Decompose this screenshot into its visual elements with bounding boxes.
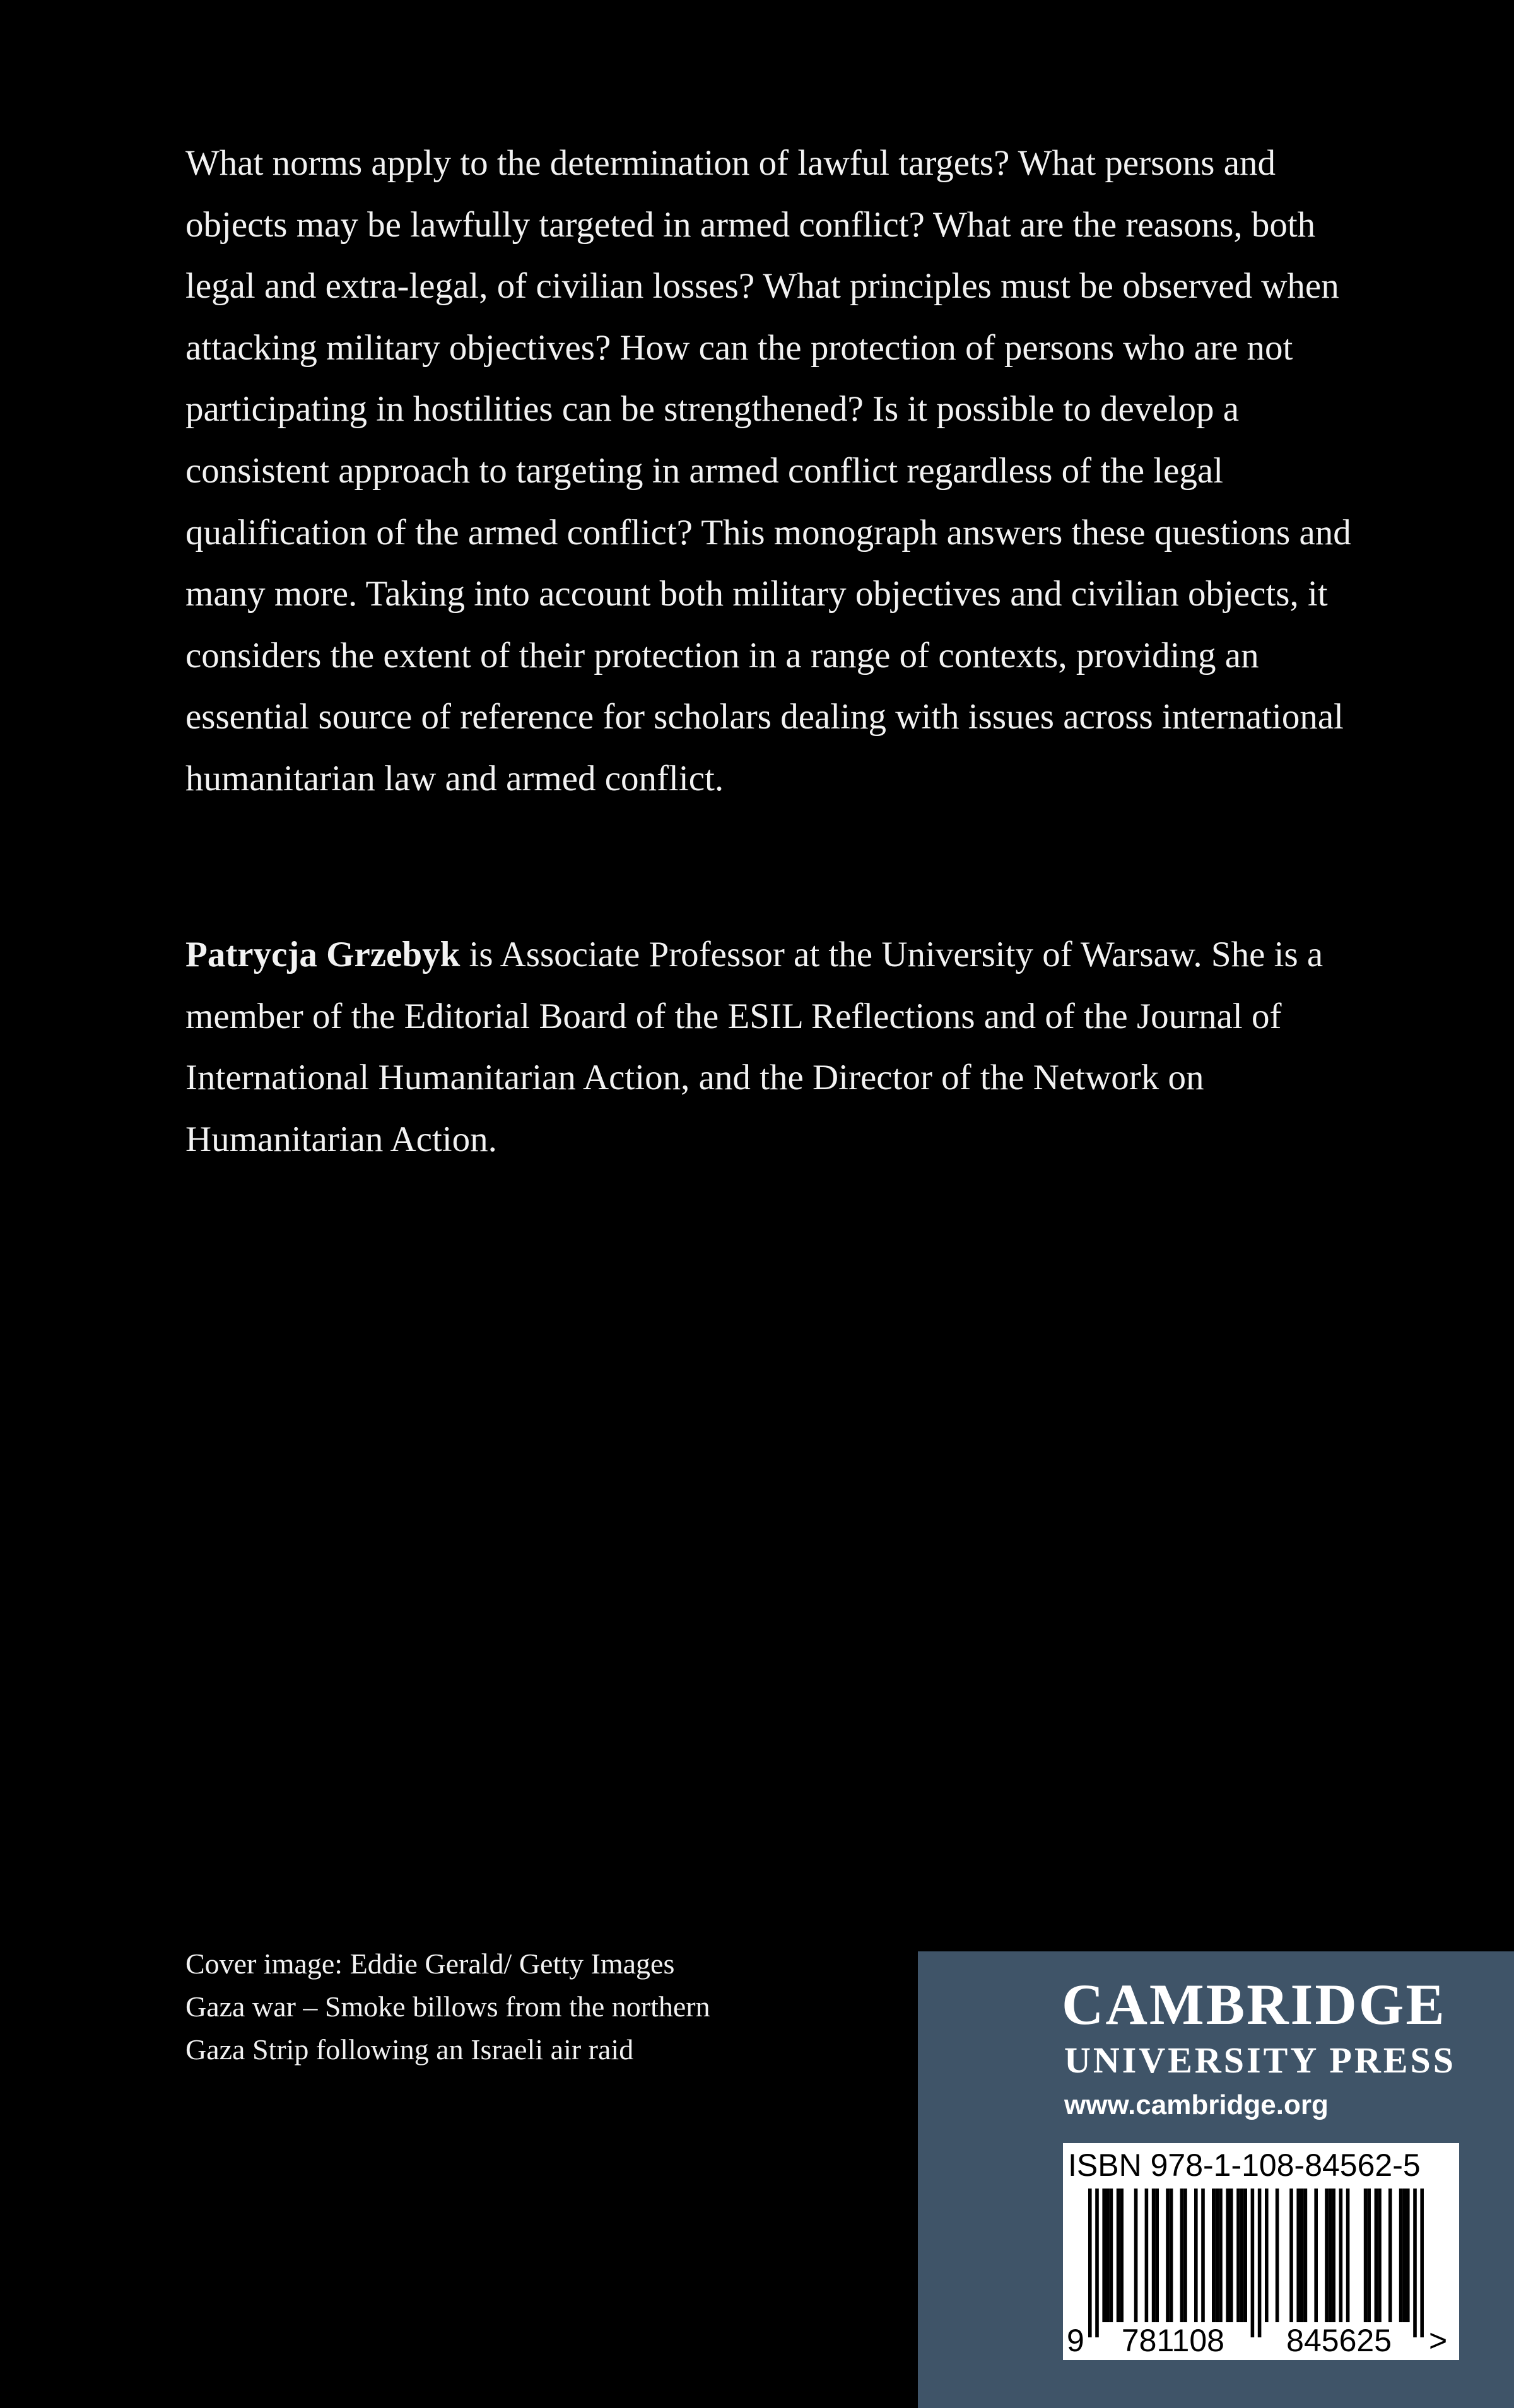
barcode-bar-22 bbox=[1236, 2189, 1240, 2322]
barcode-bar-19 bbox=[1219, 2189, 1223, 2322]
barcode-bar-36 bbox=[1332, 2189, 1335, 2322]
barcode-bar-12 bbox=[1170, 2189, 1173, 2322]
barcode-image bbox=[1063, 2143, 1459, 2360]
barcode-bar-7 bbox=[1134, 2189, 1138, 2322]
barcode-bar-29 bbox=[1289, 2189, 1293, 2322]
barcode-bar-48 bbox=[1420, 2189, 1424, 2337]
barcode-bar-27 bbox=[1265, 2189, 1269, 2322]
barcode-bar-1 bbox=[1095, 2189, 1099, 2337]
barcode-bar-37 bbox=[1339, 2189, 1343, 2322]
credit-line-1: Cover image: Eddie Gerald/ Getty Images bbox=[185, 1948, 675, 1980]
barcode-bar-43 bbox=[1388, 2189, 1392, 2322]
barcode-bar-47 bbox=[1413, 2189, 1417, 2337]
isbn-text: ISBN 978-1-108-84562-5 bbox=[1068, 2148, 1421, 2183]
barcode-bar-40 bbox=[1367, 2189, 1371, 2322]
barcode-bar-9 bbox=[1152, 2189, 1156, 2322]
barcode-bar-33 bbox=[1314, 2189, 1318, 2322]
barcode-bar-39 bbox=[1364, 2189, 1368, 2322]
barcode-bar-25 bbox=[1251, 2189, 1255, 2337]
book-description: What norms apply to the determination of lawful targets? What persons and objects may be lawfully targeted in armed conflict? What are the reasons, both legal and extra-legal, of civilian losses? What principles must be observed when attacking military objectives? How can the protection of persons who are not participating in hostilities can be strengthened? Is it possible to develop a consistent approach to targeting in armed conflict regardless of the legal qualification of the armed conflict? This monograph answers these questions and many more. Taking into account both military objectives and civilian objects, it considers the extent of their protection in a range of contexts, providing an essential source of reference for scholars dealing with issues across international humanitarian law and armed conflict. bbox=[185, 143, 1351, 798]
barcode-bar-28 bbox=[1276, 2189, 1279, 2322]
barcode-bar-24 bbox=[1243, 2189, 1247, 2322]
barcode-bar-41 bbox=[1375, 2189, 1378, 2322]
barcode-bar-8 bbox=[1145, 2189, 1149, 2322]
barcode-bar-44 bbox=[1399, 2189, 1403, 2322]
barcode-bar-20 bbox=[1226, 2189, 1229, 2322]
barcode-bar-42 bbox=[1378, 2189, 1382, 2322]
barcode-bar-13 bbox=[1180, 2189, 1184, 2322]
barcode-bar-35 bbox=[1329, 2189, 1332, 2322]
barcode-left-digits: 781108 bbox=[1121, 2323, 1224, 2358]
publisher-panel bbox=[918, 1951, 1514, 2408]
barcode-bar-17 bbox=[1212, 2189, 1216, 2322]
barcode-bar-3 bbox=[1106, 2189, 1110, 2322]
barcode-bar-32 bbox=[1304, 2189, 1308, 2322]
barcode-bar-38 bbox=[1346, 2189, 1350, 2322]
barcode-bar-21 bbox=[1229, 2189, 1233, 2322]
barcode-bar-5 bbox=[1117, 2189, 1120, 2322]
cover-image-credit bbox=[185, 1943, 879, 2071]
author-bio-text: is Associate Professor at the University of Warsaw. She is a member of the Editorial Board of the ESIL Reflections and of the Journal of International Humanitarian Action, and the Director of the Network on Humanitarian Action. bbox=[185, 935, 1323, 1159]
barcode-bar-26 bbox=[1258, 2189, 1262, 2337]
barcode-bar-23 bbox=[1240, 2189, 1244, 2322]
barcode-bar-45 bbox=[1402, 2189, 1406, 2322]
barcode-bar-4 bbox=[1110, 2189, 1113, 2322]
barcode-bar-0 bbox=[1088, 2189, 1092, 2337]
publisher-logo-name: CAMBRIDGE bbox=[1062, 1972, 1447, 2037]
barcode-bar-30 bbox=[1296, 2189, 1300, 2322]
barcode-bar-6 bbox=[1120, 2189, 1124, 2322]
credit-line-3: Gaza Strip following an Israeli air raid bbox=[185, 2033, 634, 2066]
barcode-bar-46 bbox=[1406, 2189, 1410, 2322]
barcode-bar-15 bbox=[1194, 2189, 1198, 2322]
author-bio bbox=[185, 924, 1384, 1170]
barcode-bar-31 bbox=[1300, 2189, 1304, 2322]
publisher-logo-subtitle: UNIVERSITY PRESS bbox=[1064, 2040, 1457, 2081]
publisher-url: www.cambridge.org bbox=[1064, 2089, 1329, 2120]
barcode-bar-10 bbox=[1155, 2189, 1159, 2322]
barcode-label bbox=[1063, 2143, 1459, 2360]
barcode-bar-2 bbox=[1102, 2189, 1106, 2322]
barcode-bar-14 bbox=[1183, 2189, 1187, 2322]
barcode-end-mark: > bbox=[1429, 2323, 1448, 2358]
barcode-bar-18 bbox=[1216, 2189, 1219, 2322]
barcode-bar-11 bbox=[1166, 2189, 1170, 2322]
barcode-first-digit: 9 bbox=[1067, 2323, 1084, 2358]
barcode-right-digits: 845625 bbox=[1286, 2323, 1392, 2358]
barcode-bar-34 bbox=[1325, 2189, 1329, 2322]
author-name: Patrycja Grzebyk bbox=[185, 935, 461, 974]
credit-line-2: Gaza war – Smoke billows from the northern bbox=[185, 1990, 710, 2023]
barcode-bar-16 bbox=[1201, 2189, 1205, 2322]
